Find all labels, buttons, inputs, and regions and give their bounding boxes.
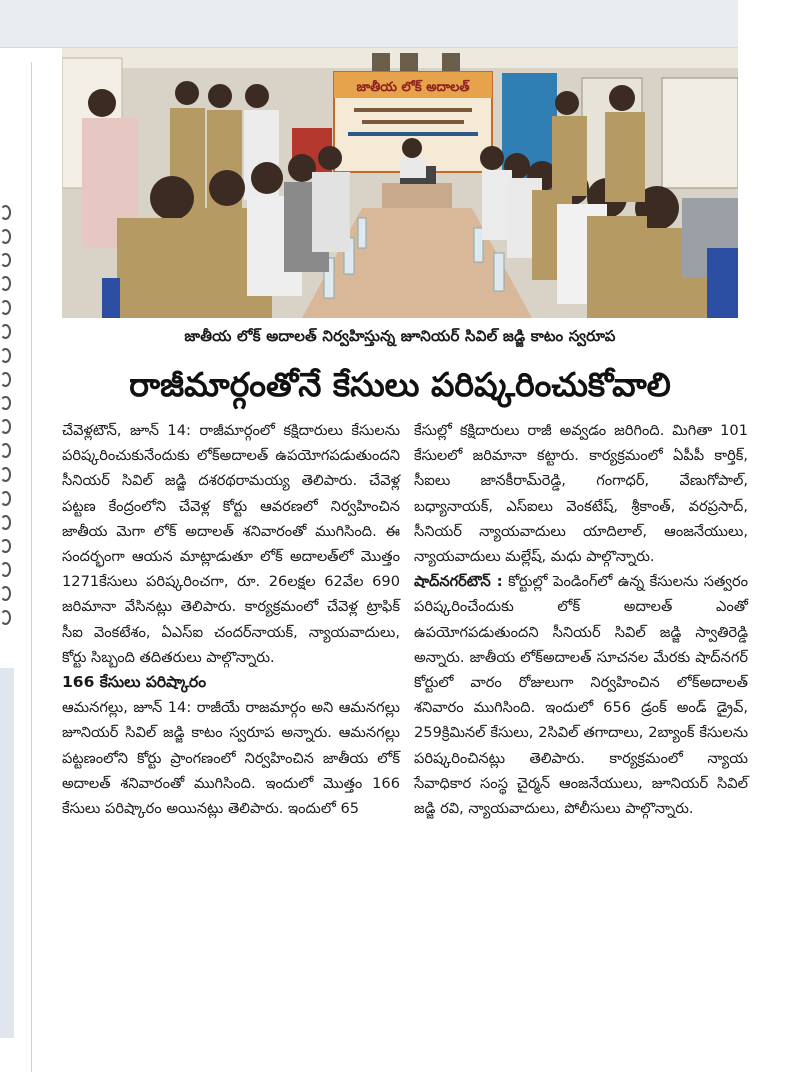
news-photo [62, 48, 738, 318]
column-divider [31, 62, 32, 1072]
article-paragraph: కేసుల్లో కక్షిదారులు రాజీ అవ్వడం జరిగింది. మిగితా 101 కేసులలో జరిమానా కట్టారు. కార్యక్రమంలో ఏపీపీ కార్తిక్, సీఐలు జానకీరామ్‌రెడ్డి, గంగాధర్, వేణుగోపాల్, బధ్యానాయక్, ఎస్ఐలు వెంకటేష్, శ్రీకాంత్, వరప్రసాద్, సీనియర్ న్యాయవాదులు యాదిలాల్, ఆంజనేయులు, న్యాయవాదులు మల్లేష్, మధు పాల్గొన్నారు. [414, 422, 748, 566]
article-paragraph: చేవెళ్లటౌన్, జూన్ 14: రాజీమార్గంలో కక్షిదారులు కేసులను పరిష్కరించుకునేందుకు లోక్అదాలత్ ఉపయోగపడుతుందని సీనియర్ సివిల్ జడ్జి దశరథరామయ్య తెలిపారు. చేవెళ్ల పట్టణ కేంద్రంలోని చేవెళ్ల కోర్టు ఆవరణలో నిర్వహించిన జాతీయ మెగా లోక్ అదాలత్ శనివారంతో ముగిసింది. ఈ సందర్భంగా ఆయన మాట్లాడుతూ లోక్ అదాలత్‌లో మొత్తం 1271కేసులు పరిష్కరించగా, రూ. 26లక్షల 62వేల 690 జరిమానా వేసినట్లు తెలిపారు. కార్యక్రమంలో చేవెళ్ల ట్రాఫిక్ సీఐ వెంకటేశం, ఏఎస్ఐ చందర్‌నాయక్, న్యాయవాదులు, కోర్టు సిబ్బంది తదితరులు పాల్గొన్నారు. [62, 422, 400, 666]
article-column-left [62, 418, 400, 821]
top-bar-right [738, 0, 800, 47]
left-side-panel [0, 668, 14, 1038]
article-paragraph-text: కోర్టుల్లో పెండింగ్‌లో ఉన్న కేసులను సత్వరం పరిష్కరించేందుకు లోక్ అదాలత్ ఎంతో ఉపయోగపడుతుందని సీనియర్ సివిల్ జడ్జి స్వాతిరెడ్డి అన్నారు. జాతీయ లోక్‌అదాలత్ సూచనల మేరకు షాద్‌నగర్ కోర్టులో వారం రోజులుగా నిర్వహించిన లోక్‌అదాలత్ శనివారం ముగిసింది. ఇందులో 656 డ్రంక్ అండ్ డ్రైవ్, 259క్రిమినల్ కేసులు, 2సివిల్ తగాదాలు, 2బ్యాంక్ కేసులను పరిష్కరించినట్లు తెలిపారు. కార్యక్రమంలో న్యాయ సేవాధికార సంస్థ చైర్మన్ ఆంజనేయులు, జూనియర్ సివిల్ జడ్జి రవి, న్యాయవాదులు, పోలీసులు పాల్గొన్నారు. [414, 573, 748, 818]
clipped-neighbor-text [0, 205, 14, 625]
article-paragraph: ఆమనగల్లు, జూన్ 14: రాజీయే రాజమార్గం అని ఆమనగల్లు జూనియర్ సివిల్ జడ్జి కాటం స్వరూప అన్నారు. ఆమనగల్లు పట్టణంలోని కోర్టు ప్రాంగణంలో నిర్వహించిన జాతీయ లోక్ అదాలత్ శనివారంతో ముగిసింది. ఇందులో మొత్తం 166 కేసులు పరిష్కారం అయినట్లు తెలిపారు. ఇందులో 65 [62, 699, 400, 818]
article-dateline: షాద్‌నగర్‌టౌన్ : [414, 573, 503, 591]
article-paragraph [414, 569, 748, 821]
browser-top-bar [0, 0, 738, 48]
article-headline: రాజీమార్గంతోనే కేసులు పరిష్కరించుకోవాలి [129, 365, 671, 404]
banner-title: జాతీయ లోక్ అదాలత్ [356, 80, 470, 95]
photo-caption: జాతీయ లోక్ అదాలత్ నిర్వహిస్తున్న జూనియర్ సివిల్ జడ్జి కాటం స్వరూప [184, 327, 616, 345]
article-column-right [414, 418, 748, 821]
news-photo-illustration [62, 48, 738, 318]
article-subhead: 166 కేసులు పరిష్కారం [62, 673, 207, 692]
